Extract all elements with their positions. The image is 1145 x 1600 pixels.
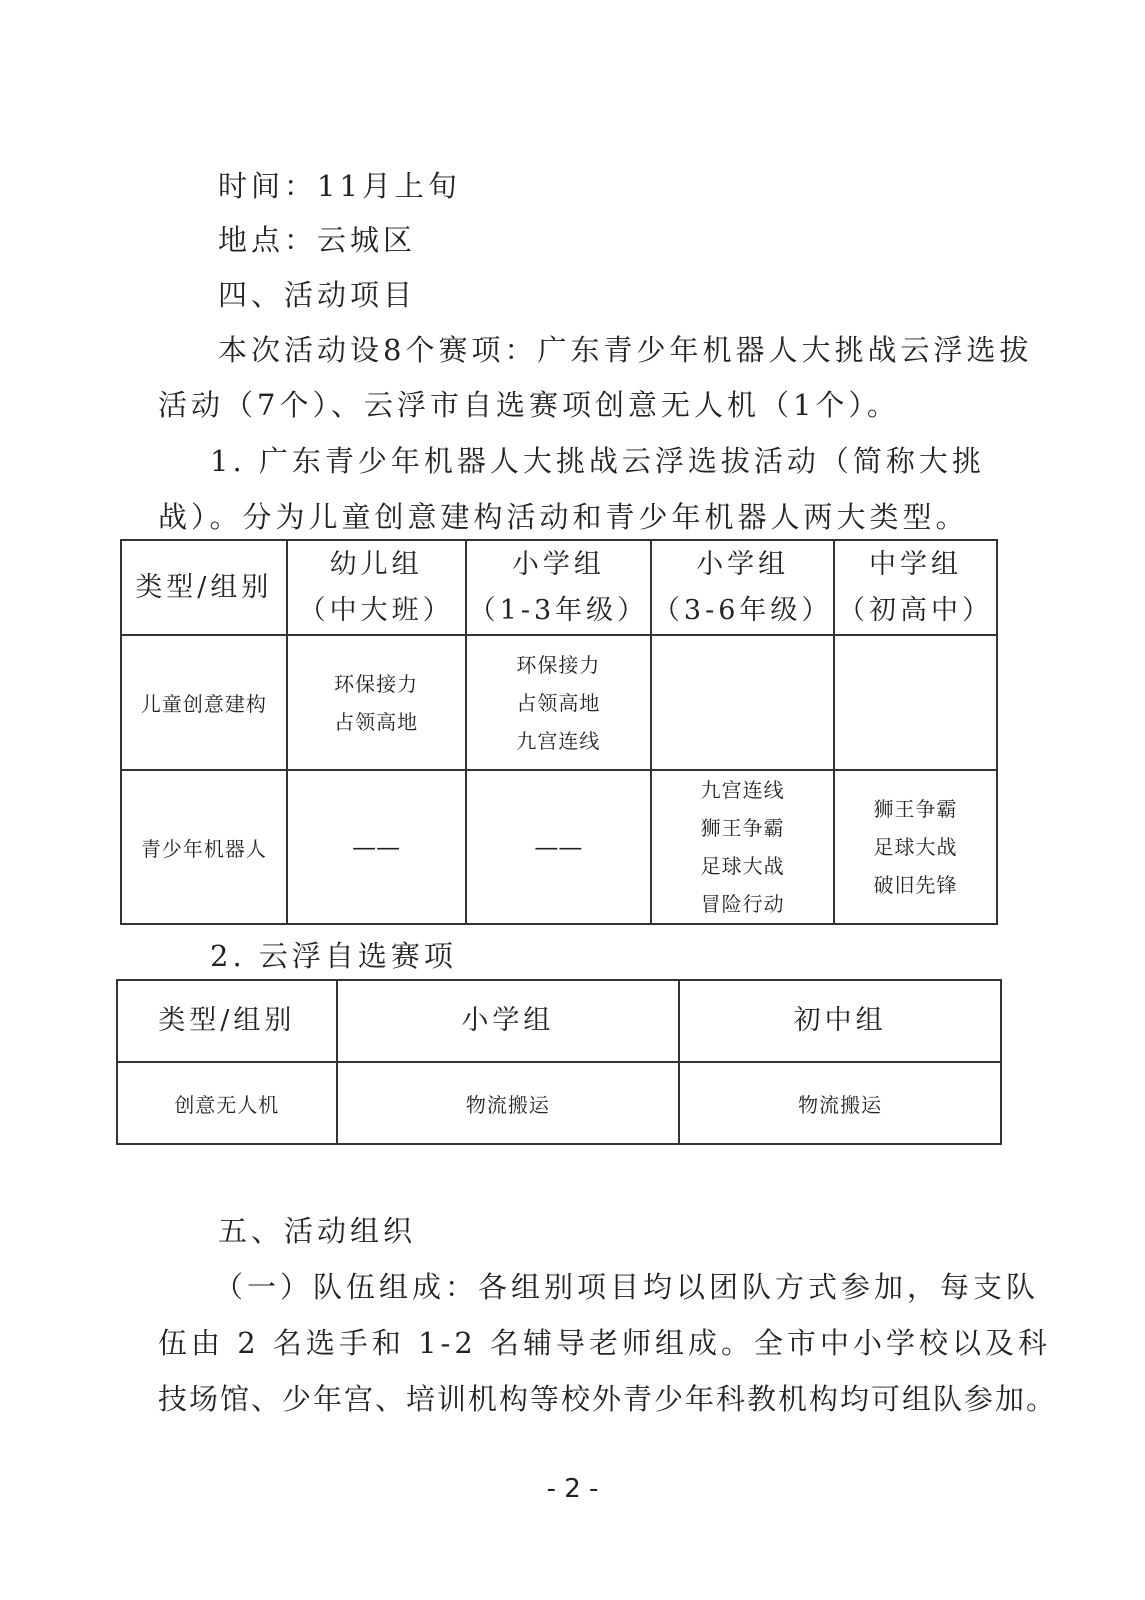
table-1-cell: 狮王争霸 足球大战 破旧先锋 <box>834 770 997 924</box>
place-line: 地点：云城区 <box>218 223 417 257</box>
table-1-col-header-kindergarten: 幼儿组 （中大班） <box>287 540 466 635</box>
table-1-cell: 环保接力 占领高地 <box>287 635 466 770</box>
competition-table-1 <box>120 539 998 925</box>
item-1-line-2: 战）。分为儿童创意建构活动和青少年机器人两大类型。 <box>158 500 969 534</box>
table-2-col-header-junior: 初中组 <box>679 980 1001 1062</box>
table-1-col-header-secondary: 中学组 （初高中） <box>834 540 997 635</box>
page-number: - 2 - <box>546 1474 599 1504</box>
time-line: 时间：11月上旬 <box>218 169 461 203</box>
team-paragraph-line-3: 技场馆、少年宫、培训机构等校外青少年科教机构均可组队参加。 <box>158 1382 1058 1416</box>
table-1-row-creative-construction <box>121 635 997 770</box>
table-2-cell: 物流搬运 <box>337 1062 680 1144</box>
table-1-row-label: 青少年机器人 <box>121 770 287 924</box>
table-2-row-label: 创意无人机 <box>117 1062 337 1144</box>
table-1-type-header: 类型/组别 <box>121 540 287 635</box>
table-1-row-label: 儿童创意建构 <box>121 635 287 770</box>
table-1-col-header-primary-3-6: 小学组 （3-6年级） <box>651 540 834 635</box>
table-2-header-row <box>117 980 1001 1062</box>
table-1-header-row <box>121 540 997 635</box>
table-1-cell-dash: —— <box>466 770 652 924</box>
section-4-heading: 四、活动项目 <box>218 278 417 312</box>
table-1-cell: 环保接力 占领高地 九宫连线 <box>466 635 652 770</box>
table-1-col-header-primary-1-3: 小学组 （1-3年级） <box>466 540 652 635</box>
table-2-type-header: 类型/组别 <box>117 980 337 1062</box>
item-1-line-1: 1. 广东青少年机器人大挑战云浮选拔活动（简称大挑 <box>210 444 985 478</box>
team-paragraph-line-2: 伍由 2 名选手和 1-2 名辅导老师组成。全市中小学校以及科 <box>158 1326 1052 1360</box>
table-2-col-header-primary: 小学组 <box>337 980 680 1062</box>
table-1-cell-empty <box>834 635 997 770</box>
table-1-cell-empty <box>651 635 834 770</box>
table-2-row-drone <box>117 1062 1001 1144</box>
table-2-cell: 物流搬运 <box>679 1062 1001 1144</box>
table-1-cell: 九宫连线 狮王争霸 足球大战 冒险行动 <box>651 770 834 924</box>
table-1-cell-dash: —— <box>287 770 466 924</box>
intro-paragraph-line-2: 活动（7个）、云浮市自选赛项创意无人机（1个）。 <box>158 388 900 422</box>
team-paragraph-line-1: （一）队伍组成：各组别项目均以团队方式参加，每支队 <box>214 1270 1040 1304</box>
section-5-heading: 五、活动组织 <box>218 1214 417 1248</box>
intro-paragraph-line-1: 本次活动设8个赛项：广东青少年机器人大挑战云浮选拔 <box>218 333 1033 367</box>
competition-table-2 <box>116 979 1002 1145</box>
table-1-row-youth-robot <box>121 770 997 924</box>
item-2-heading: 2. 云浮自选赛项 <box>210 939 457 973</box>
